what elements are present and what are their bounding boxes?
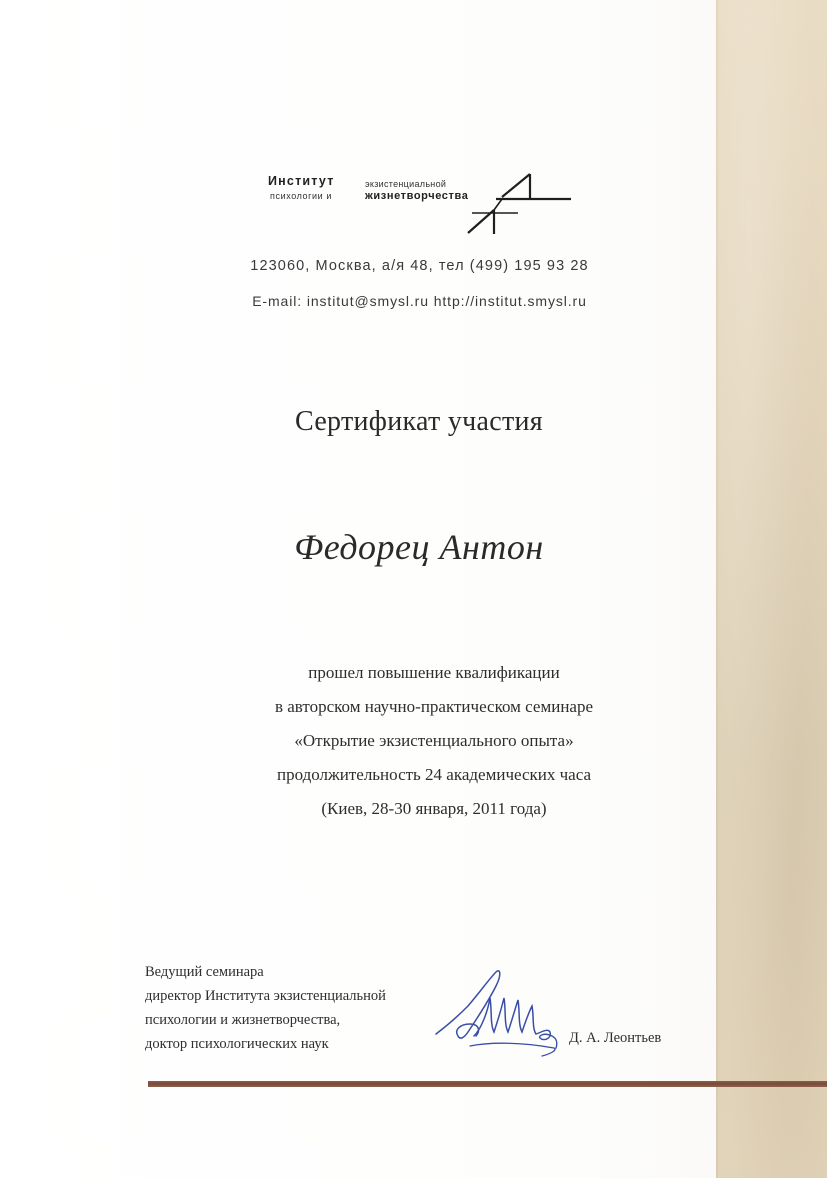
signatory-position: директор Института экзистенциальной xyxy=(145,988,386,1004)
certificate-body xyxy=(0,656,827,826)
bottom-rule-divider xyxy=(148,1081,827,1087)
institute-logo xyxy=(268,172,578,238)
handwritten-signature-icon xyxy=(430,962,565,1062)
institute-address: 123060, Москва, а/я 48, тел (499) 195 93 28 xyxy=(250,258,589,274)
decorative-side-strip xyxy=(716,0,827,1178)
body-line-seminar: в авторском научно-практическом семинаре xyxy=(274,697,594,716)
certificate-title: Сертификат участия xyxy=(295,406,543,437)
signer-name: Д. А. Леонтьев xyxy=(569,1030,662,1046)
signatory-position-cont: психологии и жизнетворчества, xyxy=(145,1012,341,1028)
logo-zhiznetvorchestva-text: жизнетворчества xyxy=(365,190,469,202)
logo-institut-text: Институт xyxy=(268,174,335,188)
institute-email-website: E-mail: institut@smysl.ru http://institut.smysl.ru xyxy=(252,293,587,309)
body-line-duration: продолжительность 24 академических часа xyxy=(276,765,592,784)
signatory-degree: доктор психологических наук xyxy=(145,1036,329,1052)
signatory-block xyxy=(145,960,386,1056)
logo-psychology-text: психологии и xyxy=(270,191,333,201)
body-line-seminar-title: «Открытие экзистенциального опыта» xyxy=(294,731,574,750)
body-line-place-date: (Киев, 28-30 января, 2011 года) xyxy=(321,799,547,818)
recipient-name: Федорец Антон xyxy=(294,527,544,567)
body-line-completion: прошел повышение квалификации xyxy=(308,663,560,682)
signatory-role: Ведущий семинара xyxy=(145,964,264,980)
logo-existential-text: экзистенциальной xyxy=(365,179,447,189)
institute-logo-mark-icon xyxy=(464,172,578,238)
